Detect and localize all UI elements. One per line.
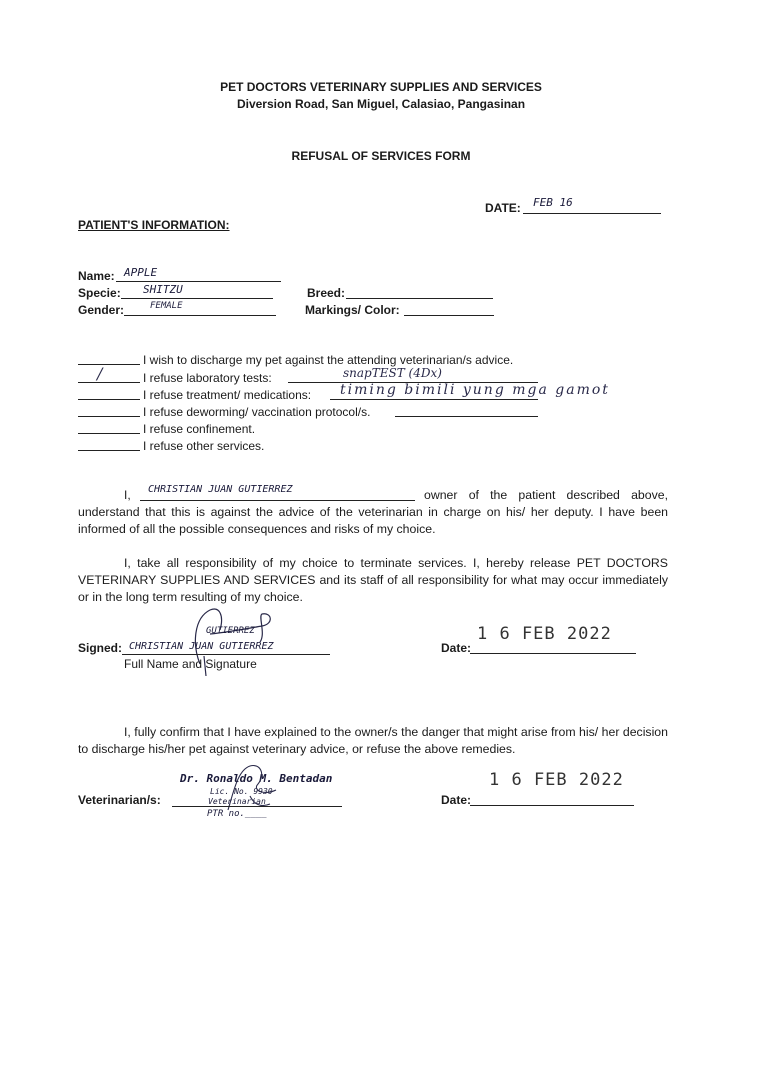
- gender-label: Gender:: [78, 303, 125, 317]
- vet-stamp-name: Dr. Ronaldo M. Bentadan: [180, 772, 333, 785]
- option-confinement: I refuse confinement.: [143, 422, 256, 436]
- name-label: Name:: [78, 269, 115, 283]
- option-lab-detail[interactable]: snapTEST (4Dx): [343, 366, 442, 380]
- owner-name-value[interactable]: CHRISTIAN JUAN GUTIERREZ: [148, 484, 293, 495]
- vet-statement: I, fully confirm that I have explained to the owner/s the danger that might arise from his/ her decision to discharge his/her pet against veterinary advice, or refuse the above remedies.: [78, 725, 668, 756]
- vet-date-stamp[interactable]: 1 6 FEB 2022: [489, 770, 624, 790]
- date-label: DATE:: [485, 201, 521, 215]
- specie-value[interactable]: SHITZU: [143, 283, 183, 296]
- company-name: PET DOCTORS VETERINARY SUPPLIES AND SERVICES: [220, 80, 542, 94]
- form-title: REFUSAL OF SERVICES FORM: [291, 149, 471, 163]
- name-value[interactable]: APPLE: [124, 266, 158, 279]
- breed-label: Breed:: [307, 286, 346, 300]
- signed-label: Signed:: [78, 641, 122, 655]
- option-treatment-detail[interactable]: timing bimili yung mga gamot: [340, 382, 610, 398]
- option-other: I refuse other services.: [143, 439, 265, 453]
- statement-text-2: I, take all responsibility of my choice to terminate services. I, hereby release PET DOCTORS VETERINARY SUPPLIES AND SERVICES and its staff of all responsibility for what may occur immediately or in the long term resulting of my choice.: [78, 556, 668, 604]
- owner-signature-text: GUTIERREZ: [206, 626, 255, 636]
- option-treatment: I refuse treatment/ medications:: [143, 388, 312, 402]
- gender-value[interactable]: FEMALE: [150, 301, 183, 311]
- vet-date-label: Date:: [441, 793, 472, 807]
- option-lab-check[interactable]: /: [97, 364, 103, 383]
- option-lab-tests: I refuse laboratory tests:: [143, 371, 272, 385]
- specie-label: Specie:: [78, 286, 121, 300]
- vet-signature-mark: [220, 760, 290, 820]
- owner-date-stamp[interactable]: 1 6 FEB 2022: [477, 624, 612, 644]
- signed-name-value[interactable]: CHRISTIAN JUAN GUTIERREZ: [129, 641, 274, 652]
- owner-date-label: Date:: [441, 641, 472, 655]
- markings-label: Markings/ Color:: [305, 303, 400, 317]
- date-value[interactable]: FEB 16: [533, 196, 573, 209]
- vet-stamp-license: Lic. No. 9930: [210, 787, 273, 796]
- signature-caption: Full Name and Signature: [124, 657, 257, 671]
- vet-stamp-ptr: PTR no.____: [207, 809, 267, 819]
- company-address: Diversion Road, San Miguel, Calasiao, Pangasinan: [236, 97, 526, 111]
- vet-stamp-role: Veterinarian: [208, 797, 266, 806]
- veterinarian-label: Veterinarian/s:: [78, 793, 161, 807]
- option-discharge: I wish to discharge my pet against the attending veterinarian/s advice.: [143, 353, 514, 367]
- statement-intro: I,: [124, 488, 131, 502]
- patient-info-heading: PATIENT'S INFORMATION:: [78, 218, 230, 232]
- option-deworming: I refuse deworming/ vaccination protocol/s.: [143, 405, 371, 419]
- statement-text-1: owner of the patient described above, understand that this is against the advice of the veterinarian in charge on his/ her deputy. I have been informed of all the possible consequences and risks of my choice.: [78, 488, 668, 536]
